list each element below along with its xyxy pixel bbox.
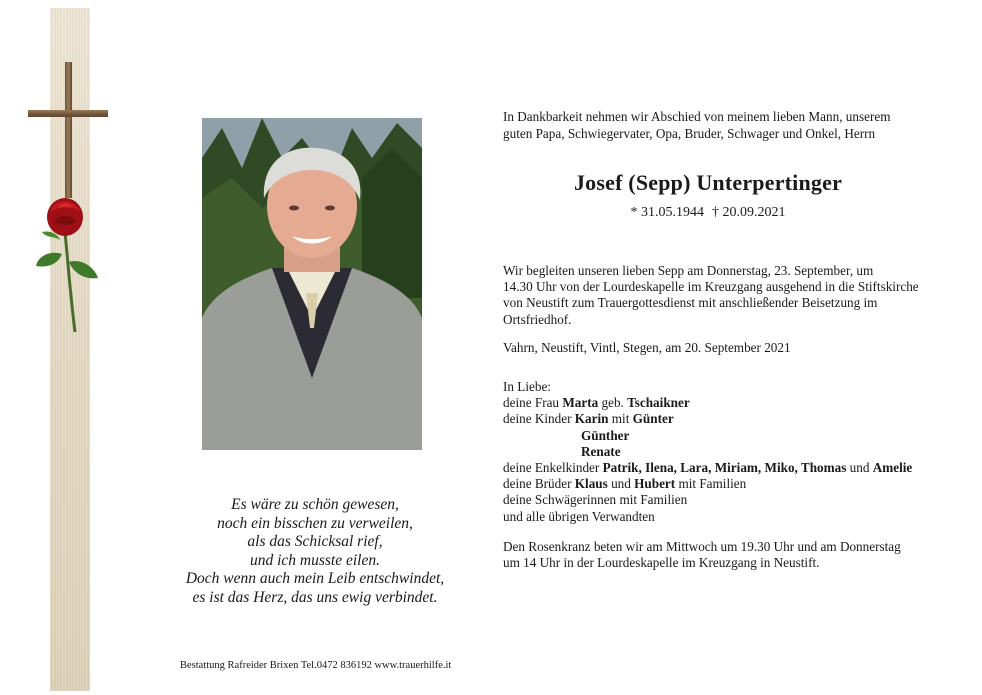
- rosary-line: um 14 Uhr in der Lourdeskapelle im Kreuzgang in Neustift.: [503, 555, 820, 571]
- family-wife: deine Frau Marta geb. Tschaikner: [503, 395, 690, 411]
- family-child: Renate: [581, 443, 621, 459]
- family-list: [503, 379, 943, 525]
- funeral-line: Ortsfriedhof.: [503, 311, 572, 327]
- life-dates: [503, 205, 913, 221]
- poem-line: Doch wenn auch mein Leib entschwindet,: [185, 570, 445, 588]
- intro-text: [503, 108, 933, 142]
- family-child: Günther: [581, 427, 630, 443]
- poem-line: es ist das Herz, das uns ewig verbindet.: [192, 588, 438, 606]
- poem-line: als das Schicksal rief,: [247, 533, 383, 551]
- funeral-home-footer: Bestattung Rafreider Brixen Tel.0472 836192 www.trauerhilfe.it: [180, 660, 452, 671]
- funeral-line: von Neustift zum Trauergottesdienst mit anschließender Beisetzung im: [503, 295, 878, 311]
- death-date: † 20.09.2021: [712, 205, 786, 220]
- portrait-photo: [202, 118, 422, 450]
- family-siblings: deine Brüder Klaus und Hubert mit Familien: [503, 476, 747, 492]
- rosary-info: [503, 539, 943, 571]
- rose-icon: [32, 192, 104, 337]
- deceased-name: Josef (Sepp) Unterpertinger: [573, 170, 843, 195]
- family-grandchildren: deine Enkelkinder Patrik, Ilena, Lara, Miriam, Miko, Thomas und Amelie: [503, 460, 913, 476]
- intro-line: In Dankbarkeit nehmen wir Abschied von meinem lieben Mann, unserem: [503, 109, 891, 124]
- family-heading: In Liebe:: [503, 379, 551, 394]
- funeral-line: Wir begleiten unseren lieben Sepp am Donnerstag, 23. September, um: [503, 263, 874, 278]
- place-date: Vahrn, Neustift, Vintl, Stegen, am 20. September 2021: [503, 340, 791, 355]
- family-inlaws: deine Schwägerinnen mit Familien: [503, 492, 688, 508]
- poem-line: Es wäre zu schön gewesen,: [231, 496, 399, 513]
- poem-line: und ich musste eilen.: [249, 551, 380, 569]
- intro-line: guten Papa, Schwiegervater, Opa, Bruder, Schwager und Onkel, Herrn: [503, 126, 876, 141]
- funeral-details: [503, 263, 943, 328]
- cross-icon: [65, 62, 72, 198]
- poem-line: noch ein bisschen zu verweilen,: [217, 514, 413, 532]
- rosary-line: Den Rosenkranz beten wir am Mittwoch um 19.30 Uhr und am Donnerstag: [503, 539, 901, 554]
- funeral-line: 14.30 Uhr von der Lourdeskapelle im Kreuzgang ausgehend in die Stiftskirche: [503, 279, 919, 295]
- poem: [160, 496, 470, 608]
- birth-date: * 31.05.1944: [630, 205, 704, 220]
- cross-icon-bar: [28, 110, 108, 117]
- family-children: deine Kinder Karin mit Günter: [503, 411, 674, 427]
- family-others: und alle übrigen Verwandten: [503, 508, 655, 524]
